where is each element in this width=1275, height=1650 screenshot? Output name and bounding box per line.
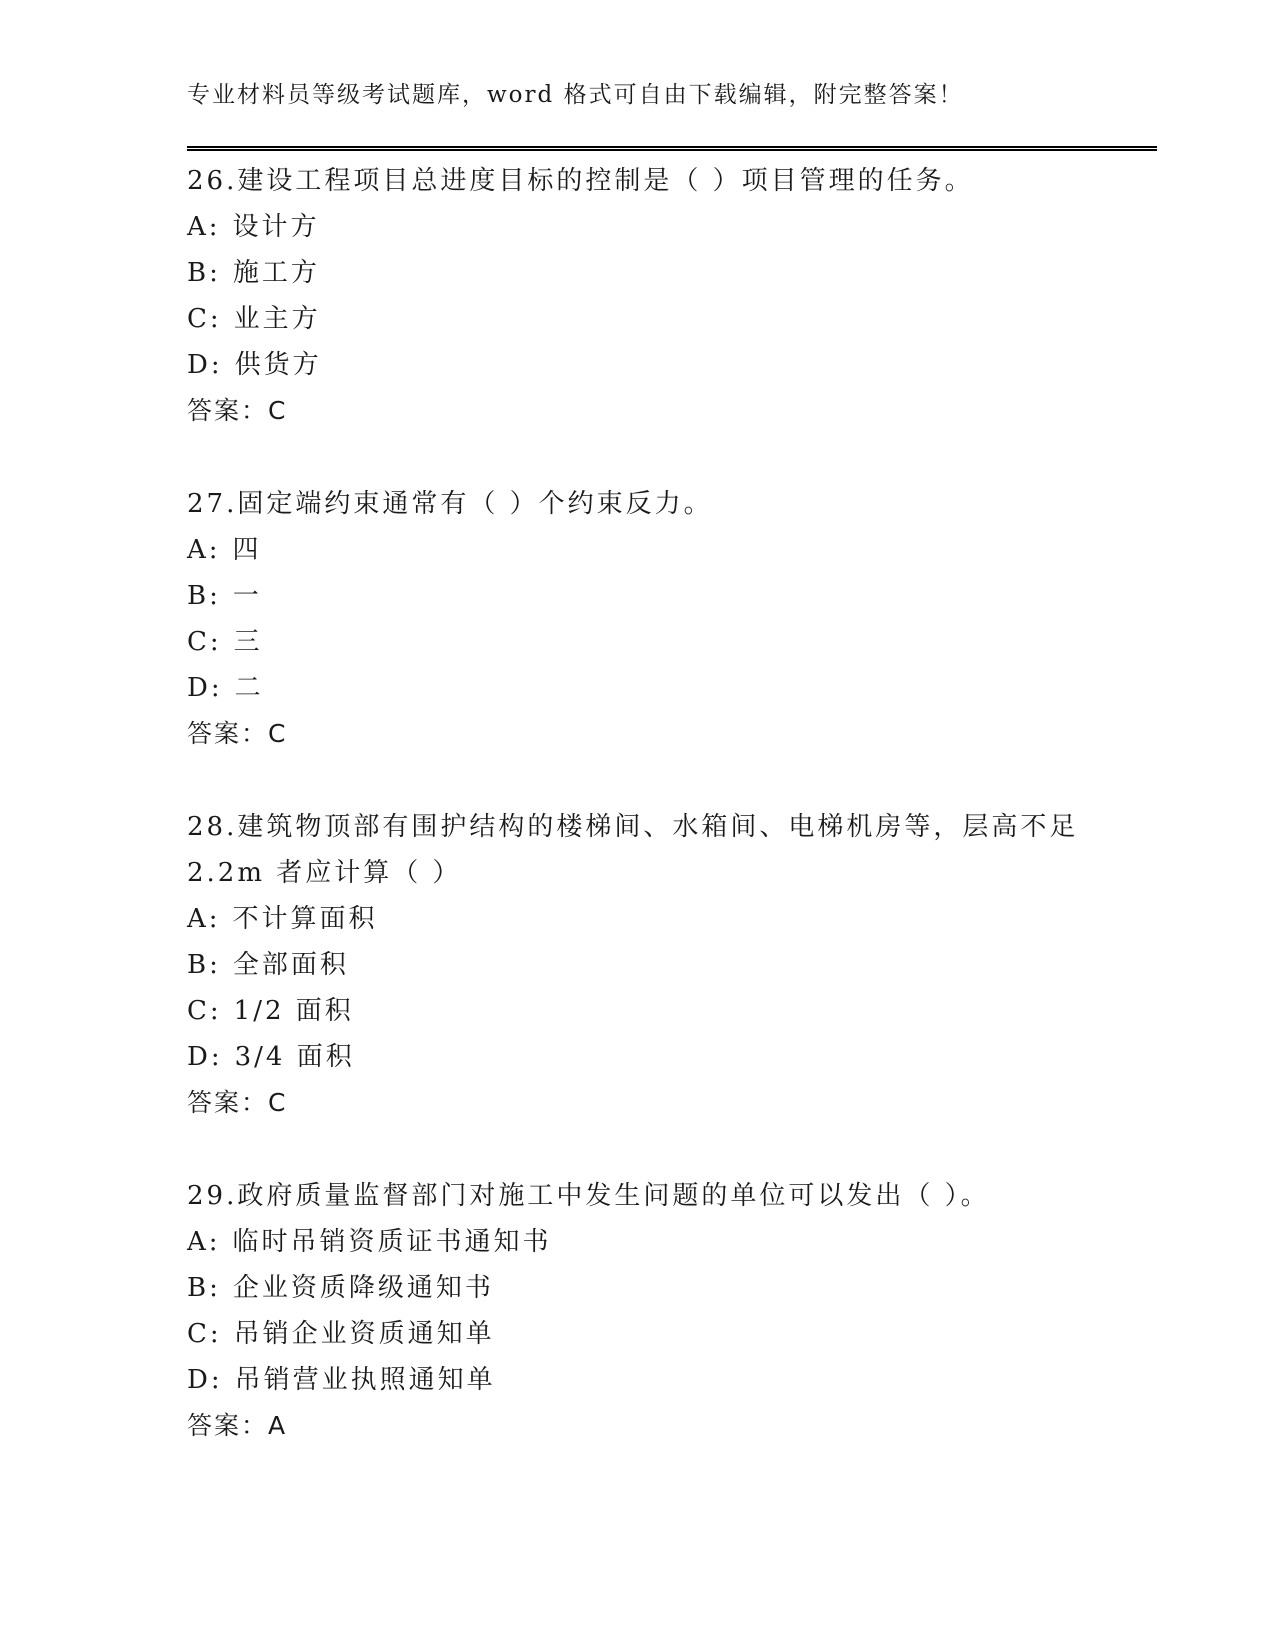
option-b: B: 一 xyxy=(187,581,262,611)
answer-label: 答案： xyxy=(187,1411,269,1440)
answer-line xyxy=(187,1403,1087,1449)
option-key: A xyxy=(187,1227,209,1257)
answer-label: 答案： xyxy=(187,396,269,425)
option-c: C: 业主方 xyxy=(187,304,321,334)
page-header: 专业材料员等级考试题库，word 格式可自由下载编辑，附完整答案！ xyxy=(187,82,964,108)
question-29 xyxy=(187,1173,1087,1449)
option-key: D xyxy=(187,673,211,703)
option-c: C: 三 xyxy=(187,627,263,657)
option-text: 一 xyxy=(232,581,262,611)
option-text: 3/4 面积 xyxy=(234,1042,355,1072)
option-text: 吊销营业执照通知单 xyxy=(234,1365,496,1395)
answer-value: C xyxy=(268,396,288,425)
option-key: A xyxy=(187,535,209,565)
header-double-rule xyxy=(187,146,1157,151)
answer-line xyxy=(187,711,1087,757)
option-text: 施工方 xyxy=(232,258,320,288)
option-key: A xyxy=(187,904,209,934)
option-key: B xyxy=(187,1273,210,1303)
option-key: A xyxy=(187,212,209,242)
option-text: 不计算面积 xyxy=(232,904,378,934)
question-26 xyxy=(187,158,1087,434)
option-text: 四 xyxy=(232,535,262,565)
answer-value: C xyxy=(268,1088,288,1117)
option-text: 三 xyxy=(233,627,263,657)
option-d: D: 二 xyxy=(187,673,264,703)
question-list xyxy=(187,158,1087,1496)
option-key: B xyxy=(187,950,210,980)
question-stem: 28.建筑物顶部有围护结构的楼梯间、水箱间、电梯机房等，层高不足 xyxy=(187,812,1079,842)
option-key: C xyxy=(187,996,210,1026)
question-stem: 27.固定端约束通常有（ ）个约束反力。 xyxy=(187,489,713,519)
option-d: D: 3/4 面积 xyxy=(187,1042,355,1072)
option-key: C xyxy=(187,1319,210,1349)
question-stem: 26.建设工程项目总进度目标的控制是（ ）项目管理的任务。 xyxy=(187,166,974,196)
answer-line xyxy=(187,388,1087,434)
option-key: D xyxy=(187,1042,211,1072)
option-b: B: 全部面积 xyxy=(187,950,349,980)
option-d: D: 吊销营业执照通知单 xyxy=(187,1365,496,1395)
option-a: A: 四 xyxy=(187,535,262,565)
option-key: D xyxy=(187,1365,211,1395)
option-text: 1/2 面积 xyxy=(233,996,354,1026)
option-b: B: 施工方 xyxy=(187,258,320,288)
answer-line xyxy=(187,1080,1087,1126)
option-a: A: 临时吊销资质证书通知书 xyxy=(187,1227,552,1257)
option-text: 业主方 xyxy=(233,304,321,334)
option-key: B xyxy=(187,258,210,288)
question-28 xyxy=(187,804,1087,1126)
option-text: 临时吊销资质证书通知书 xyxy=(232,1227,552,1257)
answer-label: 答案： xyxy=(187,1088,269,1117)
option-text: 供货方 xyxy=(234,350,322,380)
option-key: C xyxy=(187,627,210,657)
option-key: D xyxy=(187,350,211,380)
option-text: 吊销企业资质通知单 xyxy=(233,1319,495,1349)
question-stem-continued: 2.2m 者应计算（ ） xyxy=(187,858,462,888)
option-a: A: 不计算面积 xyxy=(187,904,378,934)
question-stem: 29.政府质量监督部门对施工中发生问题的单位可以发出（ ）。 xyxy=(187,1181,990,1211)
question-27 xyxy=(187,481,1087,757)
option-key: C xyxy=(187,304,210,334)
answer-value: C xyxy=(268,719,288,748)
option-a: A: 设计方 xyxy=(187,212,320,242)
option-text: 全部面积 xyxy=(232,950,349,980)
option-c: C: 1/2 面积 xyxy=(187,996,354,1026)
answer-value: A xyxy=(268,1411,288,1440)
option-text: 企业资质降级通知书 xyxy=(232,1273,494,1303)
option-b: B: 企业资质降级通知书 xyxy=(187,1273,494,1303)
answer-label: 答案： xyxy=(187,719,269,748)
option-c: C: 吊销企业资质通知单 xyxy=(187,1319,495,1349)
option-key: B xyxy=(187,581,210,611)
option-d: D: 供货方 xyxy=(187,350,322,380)
option-text: 设计方 xyxy=(232,212,320,242)
option-text: 二 xyxy=(234,673,264,703)
